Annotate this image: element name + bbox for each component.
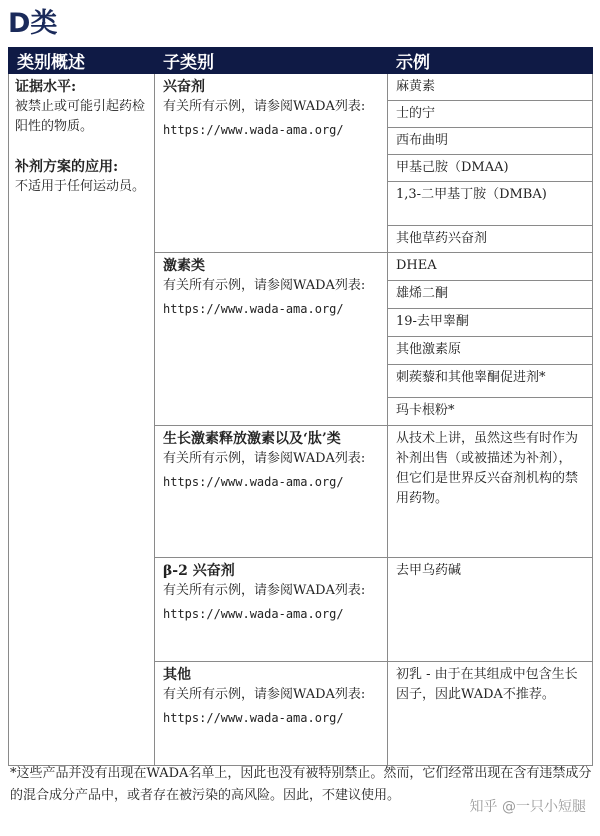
example-cell: 其他激素原 — [388, 337, 593, 365]
example-cell: 玛卡根粉* — [388, 398, 593, 426]
subcategory-desc: 有关所有示例，请参阅WADA列表: — [163, 99, 366, 114]
section-title: D类 — [8, 8, 58, 39]
table-row — [9, 74, 593, 101]
overview-cell — [9, 74, 155, 766]
subcategory-desc: 有关所有示例，请参阅WADA列表: — [163, 451, 366, 466]
subcategory-desc: 有关所有示例，请参阅WADA列表: — [163, 687, 366, 702]
watermark: 知乎 @一只小短腿 — [469, 799, 586, 815]
example-cell: 初乳 - 由于在其组成中包含生长因子，因此WADA不推荐。 — [388, 662, 593, 766]
supplement-table — [8, 47, 593, 766]
wada-link[interactable]: https://www.wada-ama.org/ — [163, 475, 344, 489]
evidence-text: 被禁止或可能引起药检阳性的物质。 — [15, 99, 146, 134]
header-row — [9, 48, 593, 74]
example-cell: 士的宁 — [388, 101, 593, 128]
wada-link[interactable]: https://www.wada-ama.org/ — [163, 711, 344, 725]
subcategory-hormones — [155, 253, 388, 426]
example-cell: 雄烯二酮 — [388, 281, 593, 309]
subcategory-desc: 有关所有示例，请参阅WADA列表: — [163, 583, 366, 598]
example-cell: 19-去甲睾酮 — [388, 309, 593, 337]
example-cell: 刺蒺藜和其他睾酮促进剂* — [388, 365, 593, 398]
subcategory-beta2 — [155, 558, 388, 662]
example-cell: 从技术上讲，虽然这些有时作为补剂出售（或被描述为补剂），但它们是世界反兴奋剂机构的禁用药物。 — [388, 426, 593, 558]
subcategory-desc: 有关所有示例，请参阅WADA列表: — [163, 278, 366, 293]
subcategory-name: 其他 — [163, 667, 191, 683]
subcategory-name: β-2 兴奋剂 — [163, 563, 235, 579]
example-cell: DHEA — [388, 253, 593, 281]
wada-link[interactable]: https://www.wada-ama.org/ — [163, 302, 344, 316]
example-cell: 甲基己胺（DMAA) — [388, 155, 593, 182]
subcategory-ghrh-peptides — [155, 426, 388, 558]
example-cell: 西布曲明 — [388, 128, 593, 155]
example-cell: 去甲乌药碱 — [388, 558, 593, 662]
header-examples: 示例 — [388, 48, 593, 74]
example-cell: 其他草药兴奋剂 — [388, 226, 593, 253]
application-text: 不适用于任何运动员。 — [15, 179, 146, 194]
subcategory-stimulants — [155, 74, 388, 253]
subcategory-name: 兴奋剂 — [163, 79, 205, 95]
example-cell: 1,3-二甲基丁胺（DMBA) — [388, 182, 593, 226]
wada-link[interactable]: https://www.wada-ama.org/ — [163, 607, 344, 621]
application-label: 补剂方案的应用: — [15, 159, 119, 175]
subcategory-name: 激素类 — [163, 258, 205, 274]
header-subcategory: 子类别 — [155, 48, 388, 74]
subcategory-other — [155, 662, 388, 766]
footnote: *这些产品并没有出现在WADA名单上，因此也没有被特别禁止。然而，它们经常出现在含有违禁成分的混合成分产品中，或者存在被污染的高风险。因此，不建议使用。 — [10, 766, 592, 803]
example-cell: 麻黄素 — [388, 74, 593, 101]
header-category: 类别概述 — [9, 48, 155, 74]
evidence-label: 证据水平: — [15, 79, 77, 95]
wada-link[interactable]: https://www.wada-ama.org/ — [163, 123, 344, 137]
subcategory-name: 生长激素释放激素以及‘肽’类 — [163, 431, 341, 447]
